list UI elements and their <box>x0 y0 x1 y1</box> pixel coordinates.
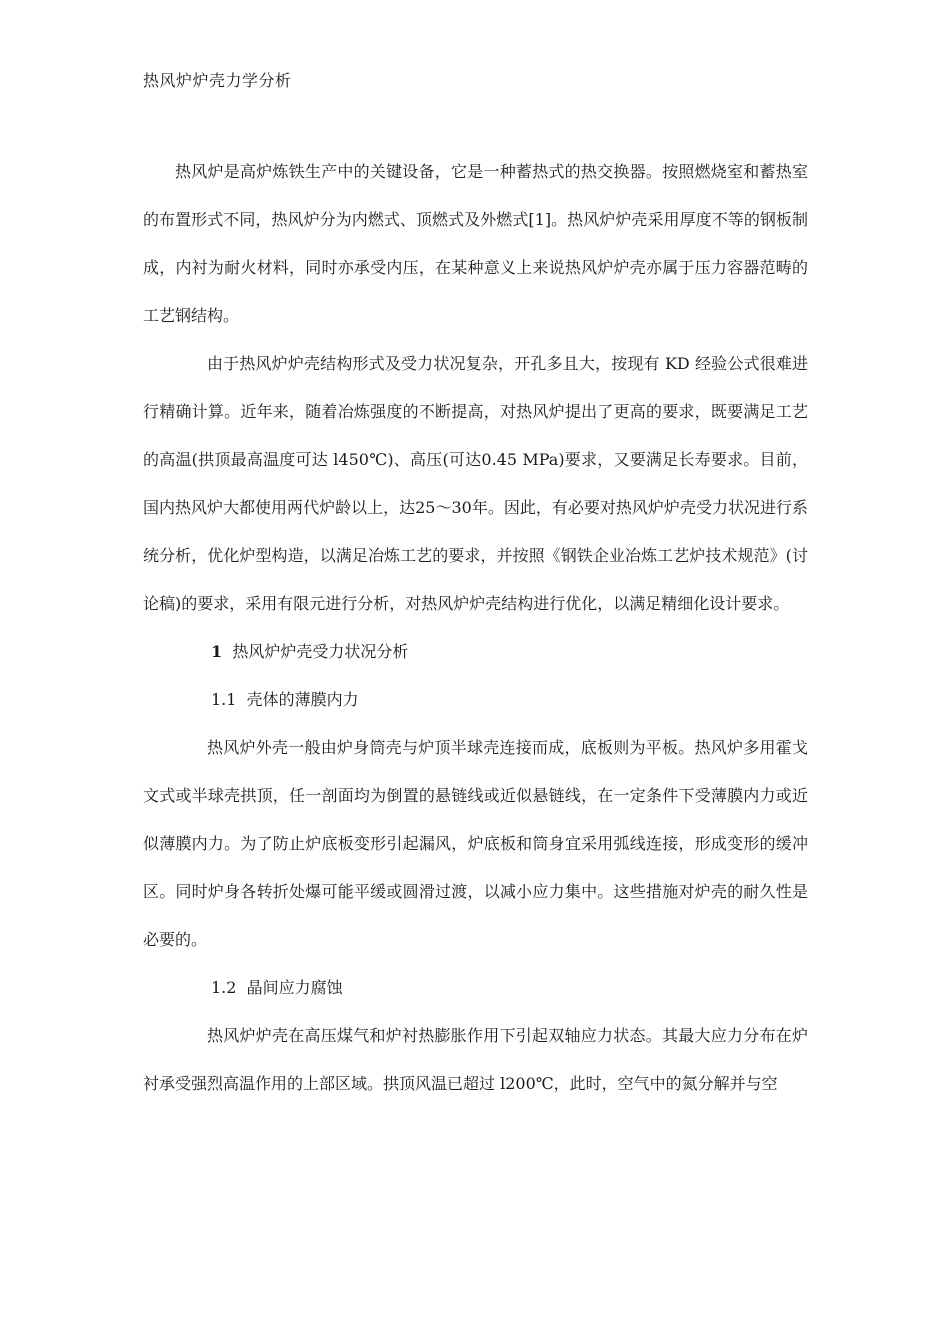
paragraph-membrane-force: 热风炉外壳一般由炉身筒壳与炉顶半球壳连接而成，底板则为平板。热风炉多用霍戈文式或半球壳拱顶，任一剖面均为倒置的悬链线或近似悬链线，在一定条件下受薄膜内力或近似薄膜内力。为了防止炉底板变形引起漏风，炉底板和筒身宜采用弧线连接，形成变形的缓冲区。同时炉身各转折处爆可能平缓或圆滑过渡，以减小应力集中。这些措施对炉壳的耐久性是必要的。 <box>143 738 808 949</box>
section-number: 1.1 <box>211 690 237 709</box>
document-body <box>143 148 808 1108</box>
section-title: 热风炉炉壳受力状况分析 <box>232 642 409 661</box>
section-title: 晶间应力腐蚀 <box>246 978 343 997</box>
paragraph-intro: 热风炉是高炉炼铁生产中的关键设备，它是一种蓄热式的热交换器。按照燃烧室和蓄热室的布置形式不同，热风炉分为内燃式、顶燃式及外燃式[1]。热风炉炉壳采用厚度不等的钢板制成，内衬为耐火材料，同时亦承受内压，在某种意义上来说热风炉炉壳亦属于压力容器范畴的工艺钢结构。 <box>143 162 808 325</box>
paragraph-background: 由于热风炉炉壳结构形式及受力状况复杂，开孔多且大，按现有 KD 经验公式很难进行精确计算。近年来，随着冶炼强度的不断提高，对热风炉提出了更高的要求，既要满足工艺的高温(拱顶最高温度可达 l450℃)、高压(可达0.45 MPa)要求，又要满足长寿要求。目前，国内热风炉大都使用两代炉龄以上，达25～30年。因此，有必要对热风炉炉壳受力状况进行系统分析，优化炉型构造，以满足冶炼工艺的要求，并按照《钢铁企业冶炼工艺炉技术规范》(讨论稿)的要求，采用有限元进行分析，对热风炉炉壳结构进行优化，以满足精细化设计要求。 <box>143 354 808 613</box>
document-title: 热风炉炉壳力学分析 <box>143 71 292 90</box>
section-heading-1-2 <box>143 964 808 1012</box>
section-heading-1 <box>143 628 808 676</box>
section-title: 壳体的薄膜内力 <box>246 690 359 709</box>
paragraph-stress-corrosion: 热风炉炉壳在高压煤气和炉衬热膨胀作用下引起双轴应力状态。其最大应力分布在炉衬承受强烈高温作用的上部区域。拱顶风温已超过 l200℃，此时，空气中的氮分解并与空 <box>143 1026 808 1093</box>
section-heading-1-1 <box>143 676 808 724</box>
section-number: 1 <box>211 642 223 661</box>
section-number: 1.2 <box>211 978 237 997</box>
